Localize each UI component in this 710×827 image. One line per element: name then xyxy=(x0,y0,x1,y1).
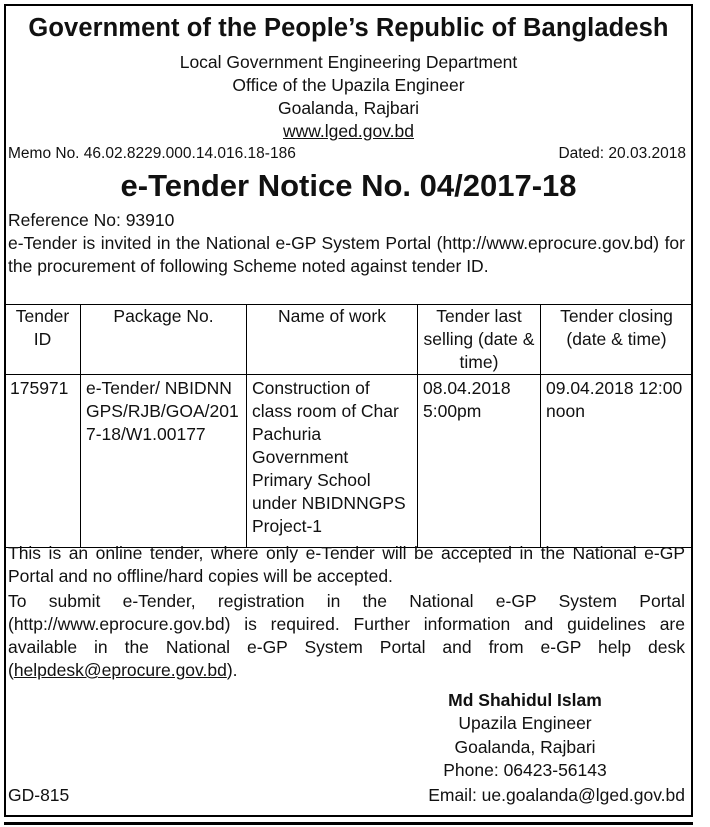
online-tender-note: This is an online tender, where only e-Tender will be accepted in the National e-GP Portal and no offline/hard copies will be accepted. xyxy=(8,543,685,586)
intro-paragraph: e-Tender is invited in the National e-GP System Portal (http://www.eprocure.gov.bd) for the procurement of following Scheme noted against tender ID. xyxy=(8,233,685,276)
registration-text: To submit e-Tender, registration in the National e-GP System Portal (http://www.eprocure.gov.bd) is required. Further information and guidelines are available in the National e-GP System Portal and from e-GP help desk ( xyxy=(8,591,685,680)
signatory-email: Email: ue.goalanda@lged.gov.bd xyxy=(428,785,685,805)
notice-title: e-Tender Notice No. 04/2017-18 xyxy=(120,168,577,203)
office-location: Goalanda, Rajbari xyxy=(277,98,420,118)
bottom-rule xyxy=(4,822,693,825)
signatory-location: Goalanda, Rajbari xyxy=(454,737,596,757)
footer-code: GD-815 xyxy=(8,785,70,805)
signatory-phone: Phone: 06423-56143 xyxy=(443,760,607,780)
cell-tender-id: 175971 xyxy=(5,375,81,548)
registration-note xyxy=(8,590,685,682)
header-closing: Tender closing (date & time) xyxy=(541,305,693,375)
tender-table xyxy=(4,304,693,548)
memo-number: Memo No. 46.02.8229.000.14.016.18-186 xyxy=(8,145,296,162)
reference-number: Reference No: 93910 xyxy=(8,210,175,230)
helpdesk-email-link[interactable]: helpdesk@eprocure.gov.bd xyxy=(13,660,227,680)
cell-closing: 09.04.2018 12:00 noon xyxy=(541,375,693,548)
cell-last-selling: 08.04.2018 5:00pm xyxy=(418,375,541,548)
department-name: Local Government Engineering Department xyxy=(179,52,518,72)
cell-name-of-work: Construction of class room of Char Pachuria Government Primary School under NBIDNNGPS Project-1 xyxy=(247,375,418,548)
memo-date: Dated: 20.03.2018 xyxy=(558,145,686,162)
signatory-name: Md Shahidul Islam xyxy=(448,690,602,710)
table-row xyxy=(5,375,693,548)
header-last-selling: Tender last selling (date & time) xyxy=(418,305,541,375)
table-header-row xyxy=(5,305,693,375)
cell-package-no: e-Tender/ NBIDNNGPS/RJB/GOA/2017-18/W1.00177 xyxy=(81,375,247,548)
header-name-of-work: Name of work xyxy=(247,305,418,375)
website-link[interactable]: www.lged.gov.bd xyxy=(282,121,414,141)
header-package-no: Package No. xyxy=(81,305,247,375)
office-name: Office of the Upazila Engineer xyxy=(232,75,465,95)
header-tender-id: Tender ID xyxy=(5,305,81,375)
registration-end: ). xyxy=(226,660,238,680)
government-title: Government of the People’s Republic of Bangladesh xyxy=(28,14,669,42)
signatory-designation: Upazila Engineer xyxy=(458,713,592,733)
